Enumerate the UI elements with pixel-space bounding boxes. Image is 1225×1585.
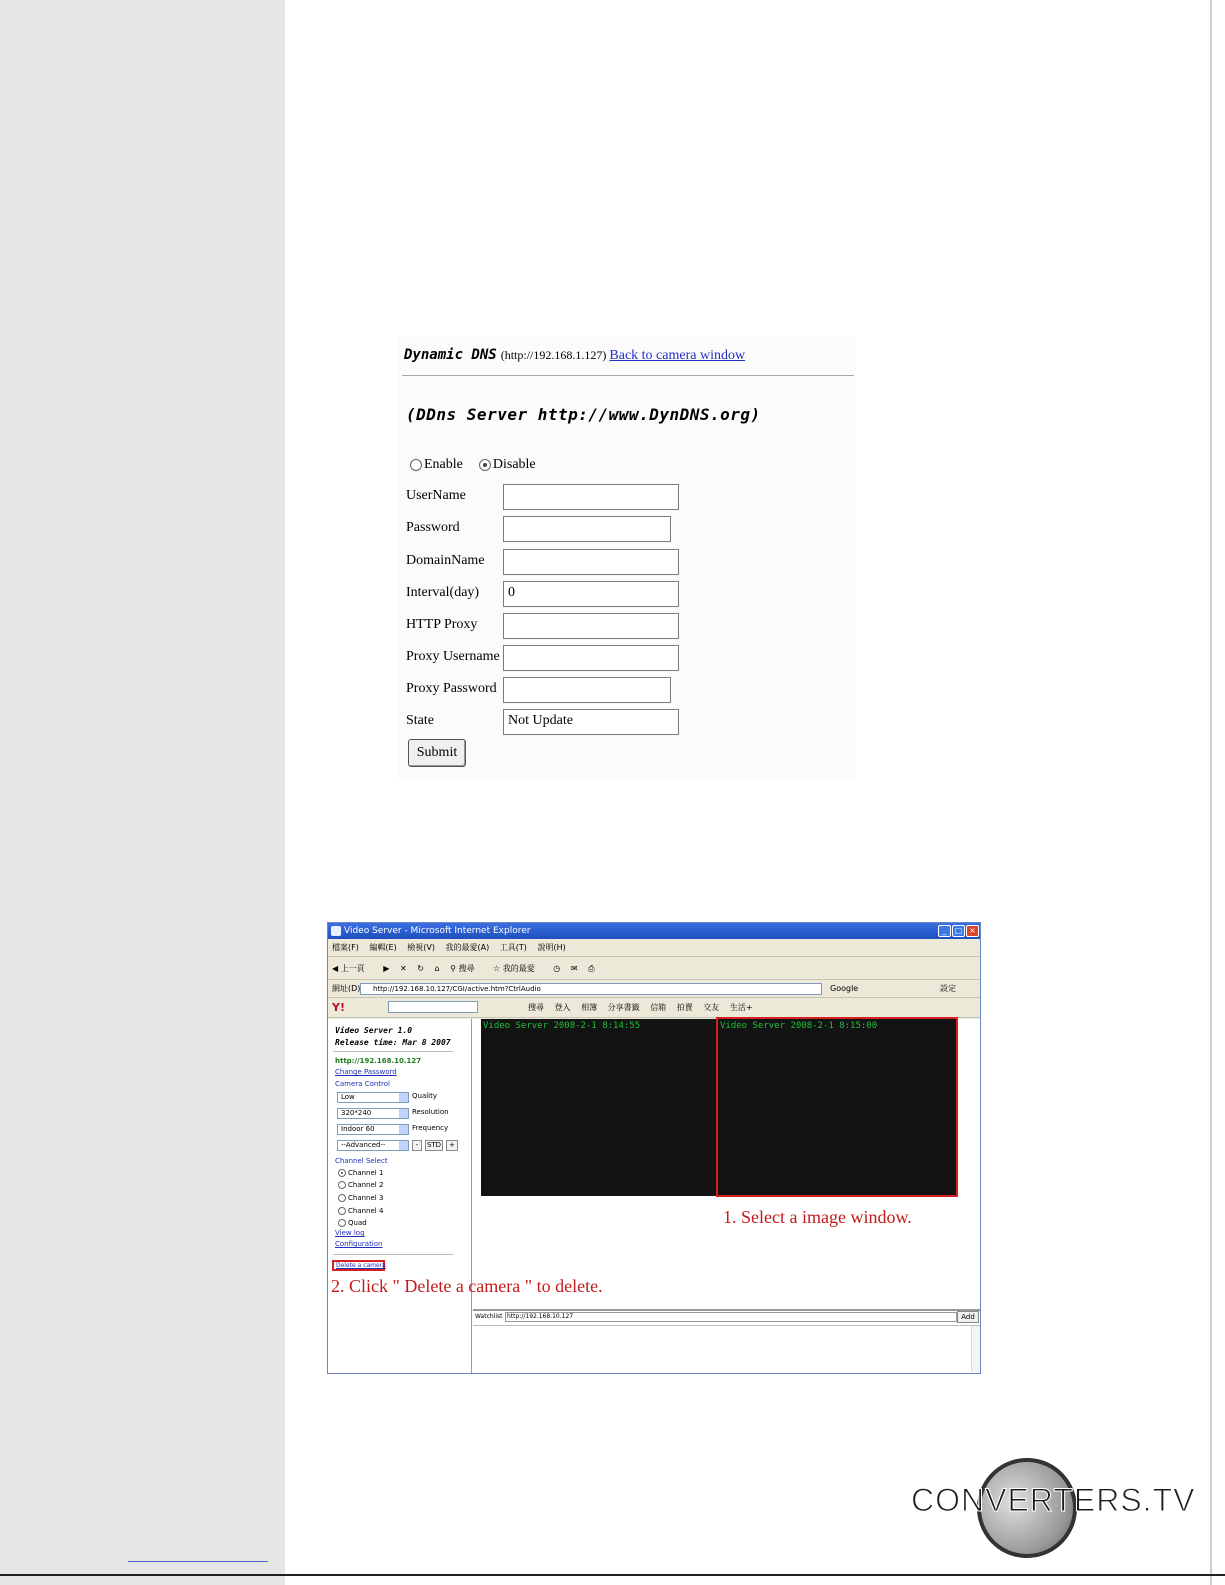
- quad-radio[interactable]: [338, 1219, 346, 1227]
- channel-3-option[interactable]: [338, 1194, 383, 1202]
- channel-4-radio[interactable]: [338, 1207, 346, 1215]
- annotation-select-window: 1. Select a image window.: [723, 1207, 912, 1227]
- quality-select[interactable]: Low: [337, 1092, 409, 1103]
- yahoo-logo-icon[interactable]: Y!: [332, 1001, 345, 1014]
- yahoo-item-auction[interactable]: 拍賣: [676, 1003, 693, 1012]
- frequency-label: Frequency: [412, 1124, 449, 1132]
- channel-3-radio[interactable]: [338, 1194, 346, 1202]
- ie-window-title: Video Server - Microsoft Internet Explorer: [344, 926, 531, 936]
- state-field: Not Update: [503, 709, 679, 735]
- interval-field[interactable]: 0: [503, 581, 679, 607]
- video-2-timestamp: Video Server 2008-2-1 8:15:00: [720, 1021, 878, 1031]
- password-field[interactable]: [503, 516, 671, 542]
- video-server-title-line2: Release time: Mar 8 2007: [335, 1038, 451, 1047]
- proxy-password-row: [406, 677, 706, 703]
- watchlist-label: Watchlist: [475, 1313, 503, 1320]
- plus-button[interactable]: +: [446, 1140, 458, 1151]
- std-button[interactable]: STD: [426, 1141, 442, 1149]
- channel-2-radio[interactable]: [338, 1181, 346, 1189]
- yahoo-item-dating[interactable]: 交友: [703, 1003, 720, 1012]
- add-button[interactable]: Add: [957, 1311, 979, 1323]
- video-window-2[interactable]: [716, 1017, 958, 1197]
- search-label: 搜尋: [458, 964, 475, 973]
- minimize-icon[interactable]: _: [938, 925, 951, 937]
- quad-option[interactable]: [338, 1219, 367, 1227]
- channel-4-label: Channel 4: [348, 1207, 384, 1215]
- camera-control-heading: Camera Control: [335, 1080, 390, 1088]
- ddns-header: [404, 347, 745, 364]
- domain-row: [406, 549, 706, 575]
- close-icon[interactable]: ×: [966, 925, 979, 937]
- ddns-server-text: (DDns Server http://www.DynDNS.org): [406, 405, 761, 424]
- channel-2-option[interactable]: [338, 1181, 383, 1189]
- yahoo-item-album[interactable]: 相簿: [581, 1003, 598, 1012]
- channel-2-label: Channel 2: [348, 1181, 384, 1189]
- disable-radio[interactable]: [479, 459, 491, 471]
- yahoo-toolbar: [328, 999, 980, 1018]
- sidebar-server-url: http://192.168.10.127: [335, 1057, 422, 1065]
- address-label: 網址(D): [332, 984, 361, 993]
- yahoo-item-life[interactable]: 生活+: [729, 1003, 753, 1012]
- print-icon[interactable]: ⎙: [588, 964, 595, 973]
- username-label: UserName: [406, 488, 466, 503]
- menu-file[interactable]: 檔案(F): [332, 943, 359, 952]
- search-button[interactable]: ⚲ 搜尋: [450, 964, 475, 973]
- yahoo-links: [528, 999, 761, 1017]
- channel-select-heading: Channel Select: [335, 1157, 388, 1165]
- settings-button[interactable]: 設定: [940, 984, 956, 993]
- back-to-camera-link[interactable]: Back to camera window: [609, 348, 746, 363]
- proxy-username-label: Proxy Username: [406, 649, 500, 664]
- username-field[interactable]: [503, 484, 679, 510]
- back-button[interactable]: ◀ 上一頁: [332, 964, 365, 973]
- proxy-row: [406, 613, 706, 639]
- annotation-delete-camera: 2. Click " Delete a camera " to delete.: [331, 1276, 603, 1296]
- converters-tv-logo: [905, 1450, 1196, 1565]
- channel-4-option[interactable]: [338, 1207, 383, 1215]
- yahoo-search-input[interactable]: [388, 1001, 478, 1013]
- video-1-timestamp: Video Server 2008-2-1 8:14:55: [483, 1021, 641, 1031]
- video-window-1[interactable]: [481, 1019, 716, 1196]
- password-row: [406, 516, 706, 542]
- ie-menu-bar: [328, 940, 980, 957]
- interval-row: [406, 581, 706, 607]
- logo-wordmark: CONVERTERS.TV: [911, 1482, 1196, 1518]
- ie-page-content: [328, 1019, 980, 1373]
- ddns-enable-radio-group: [410, 457, 552, 473]
- enable-radio-label: Enable: [424, 457, 463, 472]
- menu-view[interactable]: 檢視(V): [407, 943, 435, 952]
- video-server-title-line1: Video Server 1.0: [335, 1026, 413, 1035]
- delete-camera-link[interactable]: Delete a camera: [332, 1260, 385, 1271]
- change-password-link[interactable]: Change Password: [335, 1068, 397, 1076]
- proxy-label: HTTP Proxy: [406, 617, 478, 632]
- back-label: 上一頁: [340, 964, 365, 973]
- username-row: [406, 484, 706, 510]
- interval-label: Interval(day): [406, 585, 480, 600]
- video-server-title: [335, 1025, 451, 1049]
- ie-app-icon: [331, 926, 341, 936]
- forward-icon[interactable]: ▶: [383, 964, 390, 973]
- watchlist-bar: [473, 1309, 980, 1323]
- history-icon[interactable]: ◷: [553, 964, 561, 973]
- refresh-icon[interactable]: ↻: [417, 964, 424, 973]
- address-input[interactable]: http://192.168.10.127/CGI/active.htm?CtrlAudio: [360, 983, 822, 995]
- right-margin-rule: [1210, 0, 1212, 1585]
- resolution-label: Resolution: [412, 1108, 449, 1116]
- menu-favorites[interactable]: 我的最愛(A): [445, 943, 490, 952]
- yahoo-item-search[interactable]: 搜尋: [528, 1003, 544, 1012]
- favorites-label: 我的最愛: [502, 964, 535, 973]
- resolution-select[interactable]: 320*240: [337, 1108, 409, 1119]
- state-label: State: [406, 713, 434, 728]
- yahoo-item-login[interactable]: 登入: [554, 1003, 571, 1012]
- video-server-sidebar: [328, 1019, 472, 1373]
- enable-radio[interactable]: [410, 459, 422, 471]
- footer-link-underline: [128, 1561, 268, 1562]
- mail-icon[interactable]: ✉: [570, 964, 578, 973]
- channel-3-label: Channel 3: [348, 1194, 384, 1202]
- ie-toolbar: [328, 958, 980, 980]
- domain-field[interactable]: [503, 549, 679, 575]
- home-icon[interactable]: ⌂: [434, 964, 440, 973]
- ddns-divider: [402, 375, 854, 376]
- domain-label: DomainName: [406, 553, 485, 568]
- proxy-password-label: Proxy Password: [406, 681, 497, 696]
- dynamic-dns-screenshot: [398, 337, 856, 781]
- log-scrollbar[interactable]: [971, 1326, 980, 1372]
- sidebar-divider-bottom: [333, 1254, 453, 1255]
- channel-1-label: Channel 1: [348, 1169, 384, 1177]
- google-label: Google: [830, 984, 859, 993]
- minus-button[interactable]: -: [412, 1140, 422, 1151]
- menu-edit[interactable]: 編輯(E): [369, 943, 397, 952]
- proxy-password-field[interactable]: [503, 677, 671, 703]
- proxy-username-row: [406, 645, 706, 671]
- view-log-link[interactable]: View log: [335, 1229, 365, 1237]
- proxy-field[interactable]: [503, 613, 679, 639]
- footer-rule: [0, 1574, 1225, 1576]
- state-row: [406, 709, 706, 735]
- left-margin-band: [0, 0, 285, 1585]
- yahoo-item-bookmarks[interactable]: 分享書籤: [607, 1003, 640, 1012]
- quad-label: Quad: [348, 1219, 367, 1227]
- ie-window-screenshot: [327, 922, 981, 1374]
- ddns-url: (http://192.168.1.127): [500, 348, 607, 362]
- ddns-title: Dynamic DNS: [404, 347, 497, 363]
- stop-icon[interactable]: ✕: [399, 964, 407, 973]
- log-area: [473, 1325, 980, 1371]
- menu-help[interactable]: 說明(H): [537, 943, 566, 952]
- favorites-button[interactable]: ☆ 我的最愛: [493, 964, 535, 973]
- sidebar-divider: [333, 1051, 453, 1052]
- advanced-select[interactable]: --Advanced--: [337, 1140, 409, 1151]
- password-label: Password: [406, 520, 460, 535]
- frequency-select[interactable]: Indoor 60: [337, 1124, 409, 1135]
- quality-label: Quality: [412, 1092, 438, 1100]
- menu-tools[interactable]: 工具(T): [499, 943, 527, 952]
- submit-button[interactable]: Submit: [408, 739, 466, 767]
- proxy-username-field[interactable]: [503, 645, 679, 671]
- configuration-link[interactable]: Configuration: [335, 1240, 383, 1248]
- watchlist-input[interactable]: http://192.168.10.127: [505, 1312, 957, 1322]
- maximize-icon[interactable]: □: [952, 925, 965, 937]
- yahoo-item-mail[interactable]: 信箱: [650, 1003, 667, 1012]
- disable-radio-label: Disable: [492, 457, 536, 472]
- channel-1-radio[interactable]: [338, 1169, 346, 1177]
- ie-title-bar: [328, 923, 980, 939]
- channel-1-option[interactable]: [338, 1169, 383, 1177]
- ie-address-bar: [328, 981, 980, 998]
